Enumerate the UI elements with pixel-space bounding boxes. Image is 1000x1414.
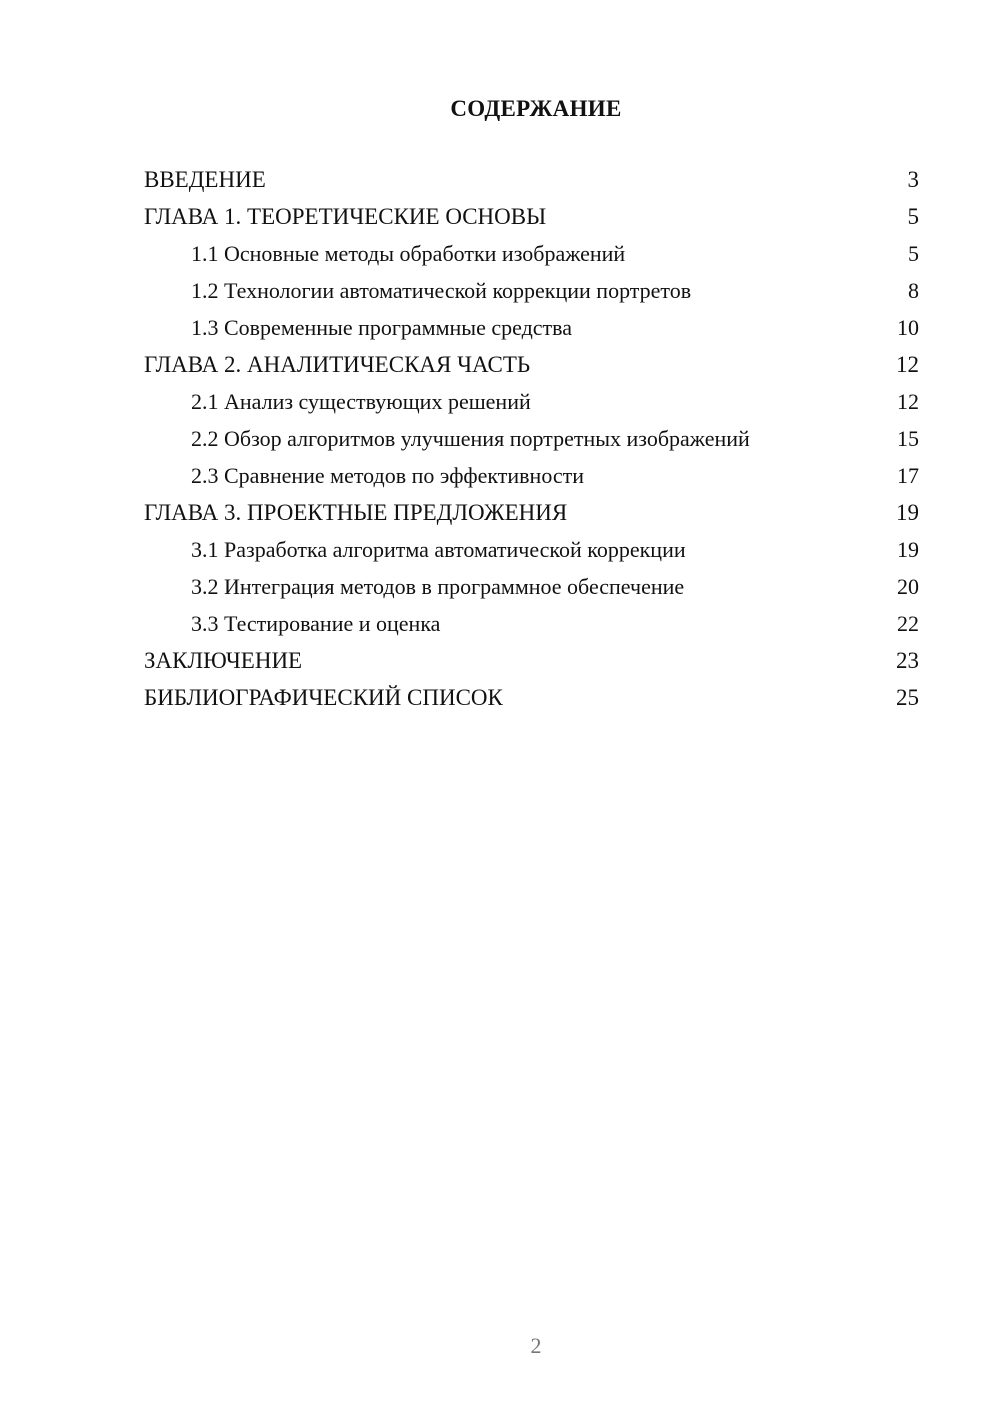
toc-entry-title: 3.3 Тестирование и оценка	[191, 611, 441, 636]
toc-subentry[interactable]	[144, 463, 919, 489]
toc-entry-page: 12	[897, 389, 919, 414]
toc-entry-page: 8	[908, 278, 919, 303]
toc-entry-page: 5	[907, 204, 919, 229]
toc-entry-title: 1.3 Современные программные средства	[191, 315, 573, 340]
toc-entry[interactable]	[144, 167, 919, 193]
toc-entry-title: 1.1 Основные методы обработки изображений	[191, 241, 626, 266]
toc-entry-title: 2.3 Сравнение методов по эффективности	[191, 463, 585, 488]
toc-subentry[interactable]	[144, 574, 919, 600]
table-of-contents	[144, 167, 919, 722]
toc-subentry[interactable]	[144, 537, 919, 563]
toc-subentry[interactable]	[144, 241, 919, 267]
toc-subentry[interactable]	[144, 389, 919, 415]
toc-entry-page: 19	[896, 500, 919, 525]
toc-entry[interactable]	[144, 685, 919, 711]
toc-entry-title: ВВЕДЕНИЕ	[144, 167, 266, 192]
toc-entry-page: 3	[907, 167, 919, 192]
toc-entry-page: 17	[897, 463, 919, 488]
toc-entry-title: 3.2 Интеграция методов в программное обеспечение	[191, 574, 685, 599]
toc-entry[interactable]	[144, 500, 919, 526]
toc-entry-page: 10	[897, 315, 919, 340]
toc-entry-page: 25	[896, 685, 919, 710]
toc-entry-title: 3.1 Разработка алгоритма автоматической коррекции	[191, 537, 686, 562]
toc-entry[interactable]	[144, 204, 919, 230]
toc-entry-title: 2.2 Обзор алгоритмов улучшения портретных изображений	[191, 426, 750, 451]
toc-entry-title: ГЛАВА 2. АНАЛИТИЧЕСКАЯ ЧАСТЬ	[144, 352, 531, 377]
page-number: 2	[530, 1333, 542, 1358]
toc-subentry[interactable]	[144, 278, 919, 304]
toc-entry-page: 22	[897, 611, 919, 636]
toc-entry-title: БИБЛИОГРАФИЧЕСКИЙ СПИСОК	[144, 685, 503, 710]
toc-entry-page: 19	[897, 537, 919, 562]
toc-entry-page: 15	[897, 426, 919, 451]
toc-entry-page: 5	[908, 241, 919, 266]
toc-entry-title: ЗАКЛЮЧЕНИЕ	[144, 648, 303, 673]
toc-entry-page: 12	[896, 352, 919, 377]
toc-heading: СОДЕРЖАНИЕ	[450, 96, 622, 121]
toc-entry-page: 20	[897, 574, 919, 599]
toc-subentry[interactable]	[144, 426, 919, 452]
toc-entry[interactable]	[144, 648, 919, 674]
toc-entry-title: ГЛАВА 3. ПРОЕКТНЫЕ ПРЕДЛОЖЕНИЯ	[144, 500, 568, 525]
toc-entry[interactable]	[144, 352, 919, 378]
toc-entry-title: ГЛАВА 1. ТЕОРЕТИЧЕСКИЕ ОСНОВЫ	[144, 204, 547, 229]
toc-entry-page: 23	[896, 648, 919, 673]
toc-entry-title: 2.1 Анализ существующих решений	[191, 389, 531, 414]
toc-subentry[interactable]	[144, 611, 919, 637]
toc-subentry[interactable]	[144, 315, 919, 341]
toc-entry-title: 1.2 Технологии автоматической коррекции портретов	[191, 278, 692, 303]
